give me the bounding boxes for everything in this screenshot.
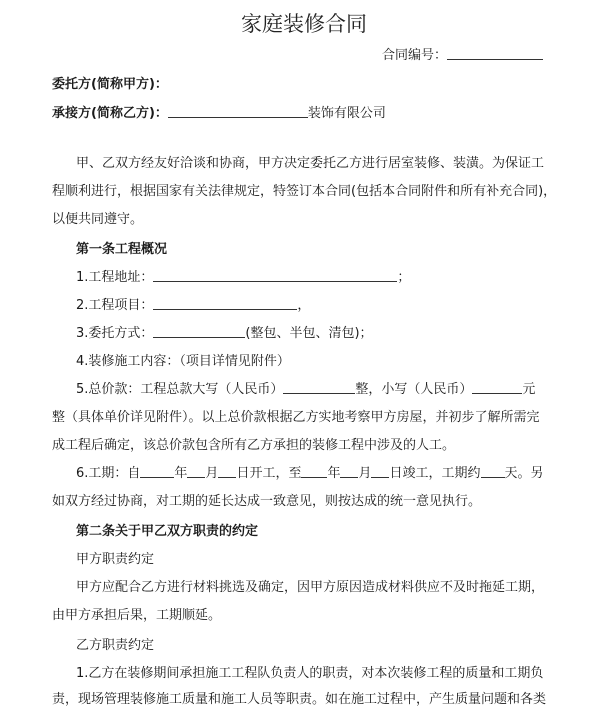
duration-blank [481, 465, 505, 478]
project-blank [153, 297, 297, 310]
section-2-title: 第二条关于甲乙双方职责的约定 [76, 524, 259, 539]
item-1-address [76, 266, 410, 290]
item-4-content: 4.装修施工内容：（项目详情见附件） [76, 354, 290, 369]
item-5-line-3: 成工程后确定，该总价款包含所有乙方承担的装修工程中涉及的人工。 [52, 438, 456, 453]
item-3-label: 3.委托方式： [76, 326, 154, 341]
end-day-blank [371, 465, 389, 478]
party-a-line [52, 73, 168, 92]
contract-number-blank [447, 47, 543, 60]
party-b-label: 承接方(简称乙方)： [52, 106, 168, 121]
item-6-text: 日竣工，工期约 [389, 466, 481, 481]
section-1-title: 第一条工程概况 [76, 242, 168, 257]
party-a-duty-line-2: 由甲方承担后果，工期顺延。 [52, 608, 222, 623]
item-6-text: 年 [327, 466, 341, 481]
end-month-blank [340, 465, 358, 478]
item-3-end: (整包、半包、清包)； [245, 326, 373, 341]
item-6-text: 6.工期：自 [76, 466, 141, 481]
start-year-blank [140, 465, 174, 478]
item-5-part-2: 整，小写（人民币） [355, 382, 473, 397]
contract-number-line [382, 44, 543, 63]
contract-number-label: 合同编号： [382, 48, 448, 63]
price-upper-blank [283, 381, 355, 394]
intro-line-3: 以便共同遵守。 [52, 212, 144, 227]
item-6-text: 日开工，至 [236, 466, 302, 481]
item-6-line-2: 如双方经过协商，对工期的延长达成一致意见，则按达成的统一意见执行。 [52, 494, 482, 509]
item-6-text: 天。另 [504, 466, 544, 481]
intro-line-2: 程顺利进行，根据国家有关法律规定，特签订本合同(包括本合同附件和所有补充合同)， [52, 184, 557, 199]
item-6-text: 年 [174, 466, 188, 481]
item-5-price [76, 378, 535, 402]
item-6-text: 月 [358, 466, 372, 481]
intro-line-1: 甲、乙双方经友好洽谈和协商，甲方决定委托乙方进行居室装修、装潢。为保证工 [76, 156, 545, 171]
item-6-period [76, 462, 544, 486]
document-title: 家庭装修合同 [241, 12, 367, 36]
party-b-duty-line-2: 责，现场管理装修施工质量和施工人员等职责。如在施工过程中，产生质量问题和各类 [52, 692, 547, 707]
item-2-project [76, 294, 310, 318]
party-b-blank [168, 105, 308, 118]
party-a-duty-title: 甲方职责约定 [76, 552, 155, 567]
item-2-label: 2.工程项目： [76, 298, 154, 313]
item-1-label: 1.工程地址： [76, 270, 154, 285]
party-a-duty-line-1: 甲方应配合乙方进行材料挑选及确定，因甲方原因造成材料供应不及时拖延工期， [76, 580, 545, 595]
party-b-duty-line-1: 1.乙方在装修期间承担施工工程队负责人的职责，对本次装修工程的质量和工期负 [76, 666, 544, 681]
item-5-line-2: 整（具体单价详见附件）。以上总价款根据乙方实地考察甲方房屋，并初步了解所需完 [52, 410, 540, 425]
item-5-part-1: 5.总价款：工程总款大写（人民币） [76, 382, 284, 397]
item-2-end: ， [297, 298, 311, 313]
method-blank [153, 325, 245, 338]
party-a-label: 委托方(简称甲方)： [52, 77, 168, 92]
item-3-method [76, 322, 373, 346]
item-5-part-3: 元 [522, 382, 536, 397]
party-b-duty-title: 乙方职责约定 [76, 638, 155, 653]
party-b-suffix: 装饰有限公司 [307, 106, 386, 121]
end-year-blank [301, 465, 327, 478]
item-1-end: ； [397, 270, 411, 285]
address-blank [153, 269, 397, 282]
item-6-text: 月 [205, 466, 219, 481]
price-lower-blank [472, 381, 522, 394]
start-month-blank [187, 465, 205, 478]
start-day-blank [218, 465, 236, 478]
party-b-line [52, 102, 386, 121]
